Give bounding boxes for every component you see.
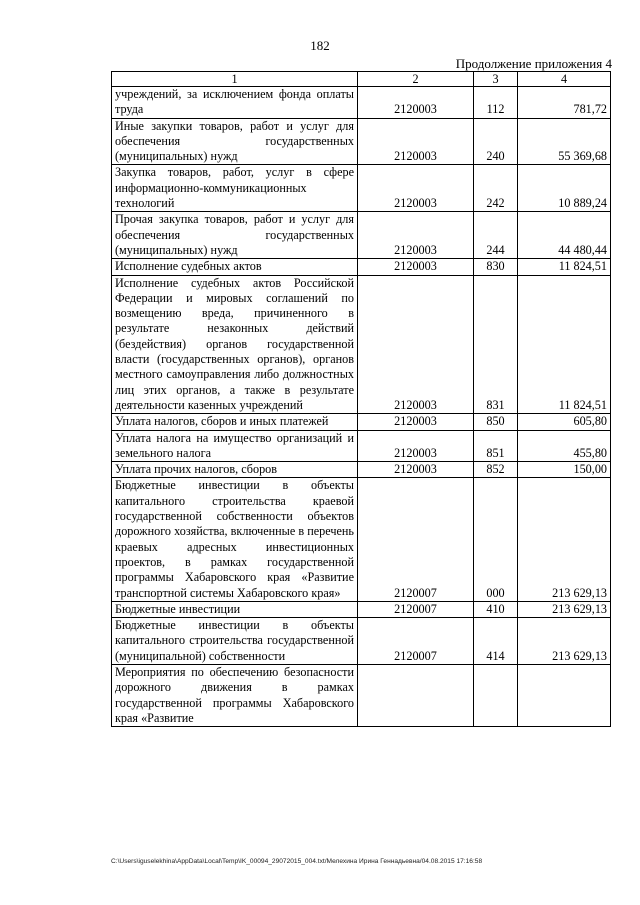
row-target-code: 2120003: [358, 87, 474, 119]
row-amount: 781,72: [518, 87, 611, 119]
appendix-continuation-title: Продолжение приложения 4: [455, 56, 612, 71]
row-name: Закупка товаров, работ, услуг в сфере информационно-коммуникационных технологий: [112, 165, 358, 212]
row-amount: 455,80: [518, 430, 611, 462]
table-row: [112, 664, 611, 726]
table-row: [112, 414, 611, 430]
row-expense-type: 830: [474, 259, 518, 275]
row-amount: 55 369,68: [518, 118, 611, 165]
row-name: Исполнение судебных актов Российской Федерации и мировых соглашений по возмещению вреда, причиненного в результате незаконных действий (бездействия) органов государственной власти (государственных органов), органов местного самоуправления либо должностных лиц этих органов, а также в результате деятельности казенных учреждений: [112, 275, 358, 414]
table-row: [112, 165, 611, 212]
row-target-code: 2120003: [358, 462, 474, 478]
row-name: Бюджетные инвестиции в объекты капитального строительства государственной (муниципальной) собственности: [112, 618, 358, 665]
row-expense-type: 851: [474, 430, 518, 462]
row-target-code: 2120003: [358, 414, 474, 430]
table-row: [112, 212, 611, 259]
page-number: 182: [310, 38, 330, 53]
row-target-code: 2120003: [358, 259, 474, 275]
row-target-code: 2120003: [358, 212, 474, 259]
column-header-1: 1: [112, 72, 358, 87]
row-amount: [518, 664, 611, 726]
row-expense-type: 244: [474, 212, 518, 259]
row-amount: 10 889,24: [518, 165, 611, 212]
row-expense-type: 850: [474, 414, 518, 430]
row-amount: 213 629,13: [518, 601, 611, 617]
table-row: [112, 259, 611, 275]
table-row: [112, 87, 611, 119]
row-target-code: 2120003: [358, 118, 474, 165]
row-name: Исполнение судебных актов: [112, 259, 358, 275]
row-target-code: 2120003: [358, 165, 474, 212]
table-row: [112, 618, 611, 665]
row-amount: 150,00: [518, 462, 611, 478]
table-row: [112, 275, 611, 414]
column-header-4: 4: [518, 72, 611, 87]
row-expense-type: 242: [474, 165, 518, 212]
row-target-code: 2120003: [358, 275, 474, 414]
row-name: Бюджетные инвестиции: [112, 601, 358, 617]
row-amount: 11 824,51: [518, 259, 611, 275]
column-header-3: 3: [474, 72, 518, 87]
row-expense-type: 000: [474, 478, 518, 601]
row-expense-type: 410: [474, 601, 518, 617]
row-amount: 213 629,13: [518, 478, 611, 601]
column-header-2: 2: [358, 72, 474, 87]
row-name: Уплата налога на имущество организаций и земельного налога: [112, 430, 358, 462]
row-name: учреждений, за исключением фонда оплаты труда: [112, 87, 358, 119]
table-row: [112, 478, 611, 601]
table-row: [112, 462, 611, 478]
file-path-footer: C:\Users\iguselekhina\AppData\Local\Temp\IK_00094_29072015_004.txt/Мелехина Ирина Геннадьевна/04.08.2015 17:16:58: [111, 858, 483, 865]
row-name: Бюджетные инвестиции в объекты капитального строительства краевой государственной собственности объектов дорожного хозяйства, включенные в перечень краевых адресных инвестиционных проектов, в рамках государственной программы Хабаровского края «Развитие транспортной системы Хабаровского края»: [112, 478, 358, 601]
row-name: Мероприятия по обеспечению безопасности дорожного движения в рамках государственной программы Хабаровского края «Развитие: [112, 664, 358, 726]
row-target-code: 2120007: [358, 478, 474, 601]
row-target-code: 2120003: [358, 430, 474, 462]
row-amount: 11 824,51: [518, 275, 611, 414]
row-amount: 605,80: [518, 414, 611, 430]
table-row: [112, 430, 611, 462]
row-expense-type: 831: [474, 275, 518, 414]
row-target-code: [358, 664, 474, 726]
table-header-row: [112, 72, 611, 87]
row-expense-type: 414: [474, 618, 518, 665]
row-name: Прочая закупка товаров, работ и услуг для обеспечения государственных (муниципальных) нужд: [112, 212, 358, 259]
budget-table: [111, 71, 611, 727]
table-row: [112, 118, 611, 165]
row-expense-type: 852: [474, 462, 518, 478]
row-amount: 44 480,44: [518, 212, 611, 259]
row-expense-type: 240: [474, 118, 518, 165]
row-name: Иные закупки товаров, работ и услуг для обеспечения государственных (муниципальных) нужд: [112, 118, 358, 165]
table-row: [112, 601, 611, 617]
row-target-code: 2120007: [358, 601, 474, 617]
row-amount: 213 629,13: [518, 618, 611, 665]
row-name: Уплата прочих налогов, сборов: [112, 462, 358, 478]
row-expense-type: 112: [474, 87, 518, 119]
row-name: Уплата налогов, сборов и иных платежей: [112, 414, 358, 430]
row-expense-type: [474, 664, 518, 726]
row-target-code: 2120007: [358, 618, 474, 665]
